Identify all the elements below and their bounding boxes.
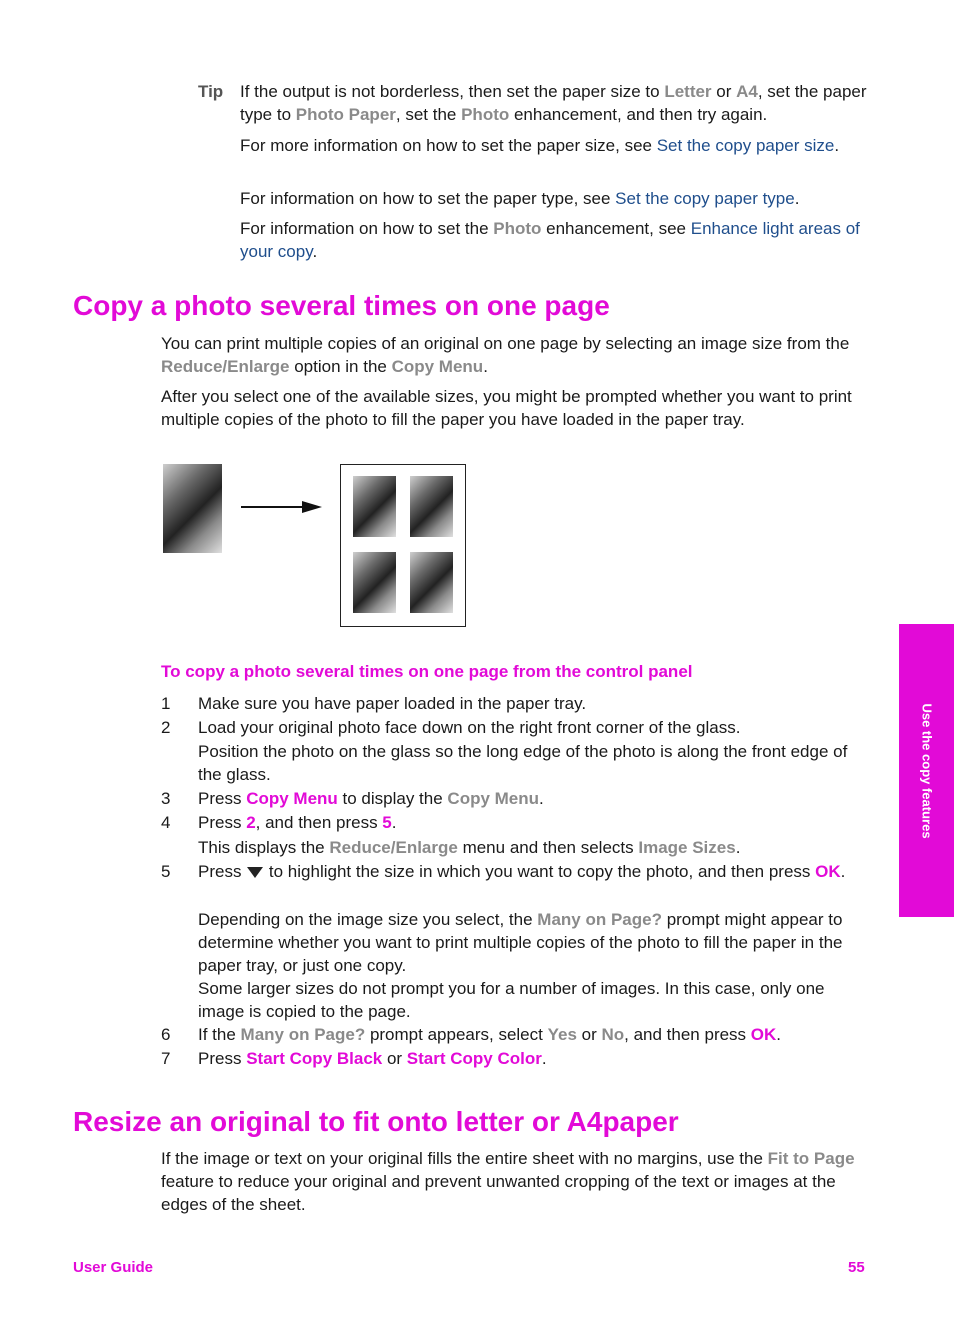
tip-paragraph-2: For more information on how to set the paper size, see Set the copy paper size. [240, 136, 840, 155]
copy-thumbnail [410, 552, 453, 613]
tip-paragraph-4: For information on how to set the Photo enhancement, see Enhance light areas of your copy. [240, 219, 860, 261]
step-7-text: Press Start Copy Black or Start Copy Color. [198, 1049, 547, 1068]
step-number: 3 [161, 789, 171, 808]
procedure-title: To copy a photo several times on one page from the control panel [161, 662, 693, 681]
section-heading-copy-photo: Copy a photo several times on one page [73, 290, 610, 321]
side-tab-label: Use the copy features [919, 702, 934, 839]
section1-paragraph-2: After you select one of the available sizes, you might be prompted whether you want to print multiple copies of the photo to fill the paper you have loaded in the paper tray. [161, 387, 852, 429]
chapter-side-tab [899, 624, 954, 917]
original-photo-image [163, 464, 222, 553]
copy-menu-key: Copy Menu [246, 789, 338, 808]
page-number: 55 [848, 1259, 865, 1276]
section-heading-resize-original: Resize an original to fit onto letter or A4paper [73, 1106, 679, 1137]
step-5-text: Press to highlight the size in which you want to copy the photo, and then press OK. [198, 862, 846, 881]
step-2-note: Position the photo on the glass so the long edge of the photo is along the front edge of the glass. [198, 742, 848, 784]
copy-thumbnail [353, 476, 396, 537]
step-4-text: Press 2, and then press 5. [198, 813, 397, 832]
step-number: 6 [161, 1025, 171, 1044]
step-number: 1 [161, 694, 171, 713]
tip-paragraph-3: For information on how to set the paper type, see Set the copy paper type. [240, 189, 800, 208]
step-5-note-1: Depending on the image size you select, the Many on Page? prompt might appear to determine whether you want to print multiple copies of the photo to fill the paper in the paper tray, or just one copy. [198, 910, 843, 975]
down-triangle-icon [246, 865, 264, 879]
copy-thumbnail [410, 476, 453, 537]
section2-paragraph: If the image or text on your original fills the entire sheet with no margins, use the Fit to Page feature to reduce your original and prevent unwanted cropping of the text or images at the edges of the sheet. [161, 1149, 855, 1214]
link-enhance-light-areas[interactable]: Enhance light areas of your copy [240, 219, 860, 261]
step-5-note-2: Some larger sizes do not prompt you for a number of images. In this case, only one image is copied to the page. [198, 979, 825, 1021]
step-3-text: Press Copy Menu to display the Copy Menu. [198, 789, 544, 808]
step-1-text: Make sure you have paper loaded in the paper tray. [198, 694, 587, 713]
step-6-text: If the Many on Page? prompt appears, select Yes or No, and then press OK. [198, 1025, 782, 1044]
step-4-note: This displays the Reduce/Enlarge menu and then selects Image Sizes. [198, 838, 741, 857]
section1-paragraph-1: You can print multiple copies of an original on one page by selecting an image size from the Reduce/Enlarge option in the Copy Menu. [161, 334, 850, 376]
step-number: 7 [161, 1049, 171, 1068]
output-page-image [340, 464, 466, 627]
tip-paragraph-1: If the output is not borderless, then set the paper size to Letter or A4, set the paper type to Photo Paper, set the Photo enhancement, and then try again. [240, 82, 867, 124]
step-2-text: Load your original photo face down on the right front corner of the glass. [198, 718, 741, 737]
footer-guide-title: User Guide [73, 1259, 154, 1276]
link-set-copy-paper-size[interactable]: Set the copy paper size [656, 136, 835, 155]
copy-thumbnail [353, 552, 396, 613]
tip-label: Tip [198, 82, 224, 101]
step-number: 2 [161, 718, 171, 737]
right-arrow-icon [240, 497, 324, 517]
step-number: 5 [161, 862, 171, 881]
link-set-copy-paper-type[interactable]: Set the copy paper type [615, 189, 795, 208]
step-number: 4 [161, 813, 171, 832]
